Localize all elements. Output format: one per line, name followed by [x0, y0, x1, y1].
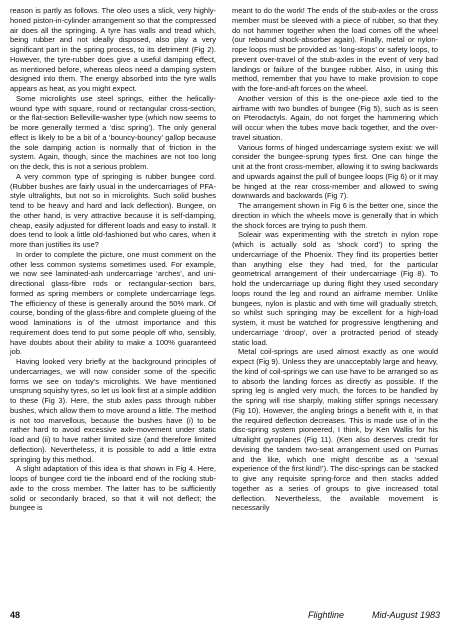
paragraph: Having looked very briefly at the background principles of undercarriages, we will now consider some of the specific forms we see on today’s microlights. We have mentioned unsprung squishy tyres, so let us look first at a simple addition to these (Fig 3). Here, the stub axles pass through rubber bushes, which allow them to move around a little. The method is not too marvellous, because the bushes have (i) to be rather hard to avoid excessive axle-movement under static load and (ii) to have rather limited size (and therefore limited deflection). Nevertheless, it is possible to add a little extra springing by this method. [10, 357, 216, 464]
paragraph: meant to do the work! The ends of the stub-axles or the cross member must be sleeved with a piece of rubber, so that they do not hammer together when the load comes off the wheel (our rebound shock-absorber again). Finally, metal or nylon-rope loops must be provided as ‘long-stops’ or safety loops, to prevent over-travel of the stub-axles in the event of very bad landings or failure of the bungee rubber. Also, in using this method, remember that you have to make provision to cope with the fore-and-aft forces on the wheel. [232, 6, 438, 93]
paragraph: Various forms of hinged undercarriage system exist: we will consider the bungee-sprung types first. One can hinge the unit at the front cross-member, allowing it to swing backwards and upwards against the pull of bungee loops (Fig 6) or it may be hinged at the rear cross-member and allowed to swing downwards and backwards (Fig 7). [232, 142, 438, 201]
paragraph: The arrangement shown in Fig 6 is the better one, since the direction in which the wheels move is generally that in which the shock forces are trying to push them. [232, 201, 438, 230]
page-number: 48 [10, 610, 21, 620]
page-footer [10, 608, 440, 622]
paragraph: In order to complete the picture, one must comment on the other less common systems sometimes used. For example, we now see laminated-ash undercarriage ‘arches’, and uni-directional glass-fibre rods or rectangular-section bars, formed as spring members or complete undercarriage legs. The efficiency of these is generally around the 50% mark. Of course, bonding of the glass-fibre and complete glueing of the wood laminations is of the utmost importance and this requirement does tend to put some people off who, sensibly, have doubts about their ability to make a 100% guaranteed job. [10, 249, 216, 357]
paragraph: reason is partly as follows. The oleo uses a slick, very highly-honed piston-in-cylinder arrangement so that the compressed air does all the springing. A tyre has walls and tread which, being rubber and not ideally disposed, also play a very significant part in the spring process, to its detriment (Fig 2). However, the tyre-rubber does give a useful damping effect, as mentioned before, whereas oleos need a damping system designed into them. The energy absorbed into the tyre walls appears as heat, as you might expect. [10, 6, 216, 93]
paragraph: Metal coil-springs are used almost exactly as one would expect (Fig 9). Unless they are unacceptably large and heavy, the kind of coil-springs we can use have to be arranged so as to absorb the landing forces as directly as possible. If the spring leg is angled very much, the forces to be handled by the spring will rise sharply, making stiffer springs necessary (Fig 10). However, the angling brings a benefit with it, in that the required deflection decreases. This is made use of in the disc-spring system pioneered, I think, by Ken Wallis for his ultralight gyroplanes (Fig 11). (Ken also deserves credit for devising the tandem two-seat arrangement used on Pumas and the like, which one might describe as a ‘sexual experience of the first kind!’). The disc-springs can be stacked to give any requisite spring-force and then stacks added together as a series of groups to give increased total deflection. Nevertheless, the available movement is necessarily [232, 347, 438, 513]
paragraph: A very common type of springing is rubber bungee cord. (Rubber bushes are fairly usual in the undercarriages of PFA-style ultralights, but not so in microlights. Such solid bushes tend to be heavy and hard and lack deflection). Bungee, on the other hand, is very attractive because it is self-damping, cheap, easily adjusted for different loads and easy to install. It does tend to look a little old-fashioned but who cares, when it more than justifies its use? [10, 171, 216, 249]
magazine-name: Flightline [307, 610, 344, 620]
issue-date: Mid-August 1983 [371, 610, 440, 620]
left-column [10, 6, 216, 513]
paragraph: Soleair was experimenting with the stretch in nylon rope (which is actually sold as ‘shock cord’) to spring the undercarriage of the Phoenix. They find its properties better than anything else they had tried, for the particular geometrical arrangement of their undercarriage (Fig 8). To hold the undercarriage up during flight they used secondary loops round the leg and round an airframe member. Unlike bungees, nylon is plastic and with time will gradually stretch, so whilst such springing may be excellent for a high-load system, it must be watched for progressive lengthening and undercarriage ‘droop’, over a protracted period of steady static load. [232, 230, 438, 347]
paragraph: Some microlights use steel springs, either the helically-wound type with square, round or rectangular cross-section, or the flat-section Belleville-washer type (which now seems to be more generally termed a ‘disc spring’). The only general effect is likely to be a bit of a ‘bouncy-bouncy’ gallop because the sole damping action is normally that of friction in the system. Again, though, since the machines are not too long on the deck, this is not a serious problem. [10, 93, 216, 171]
paragraph: Another version of this is the one-piece axle tied to the airframe with two bundles of bungee (Fig 5), such as is seen on Pterodactyls. Again, do not forget the hammering which will occur when the tubes move back together, and the over-travel situation. [232, 93, 438, 142]
right-column [232, 6, 438, 513]
paragraph: A slight adaptation of this idea is that shown in Fig 4. Here, loops of bungee cord tie the inboard end of the rocking stub-axle to the cross member. The latter has to be sufficiently solid or secondarily braced, so that it will not deflect; the bungee is [10, 464, 216, 513]
